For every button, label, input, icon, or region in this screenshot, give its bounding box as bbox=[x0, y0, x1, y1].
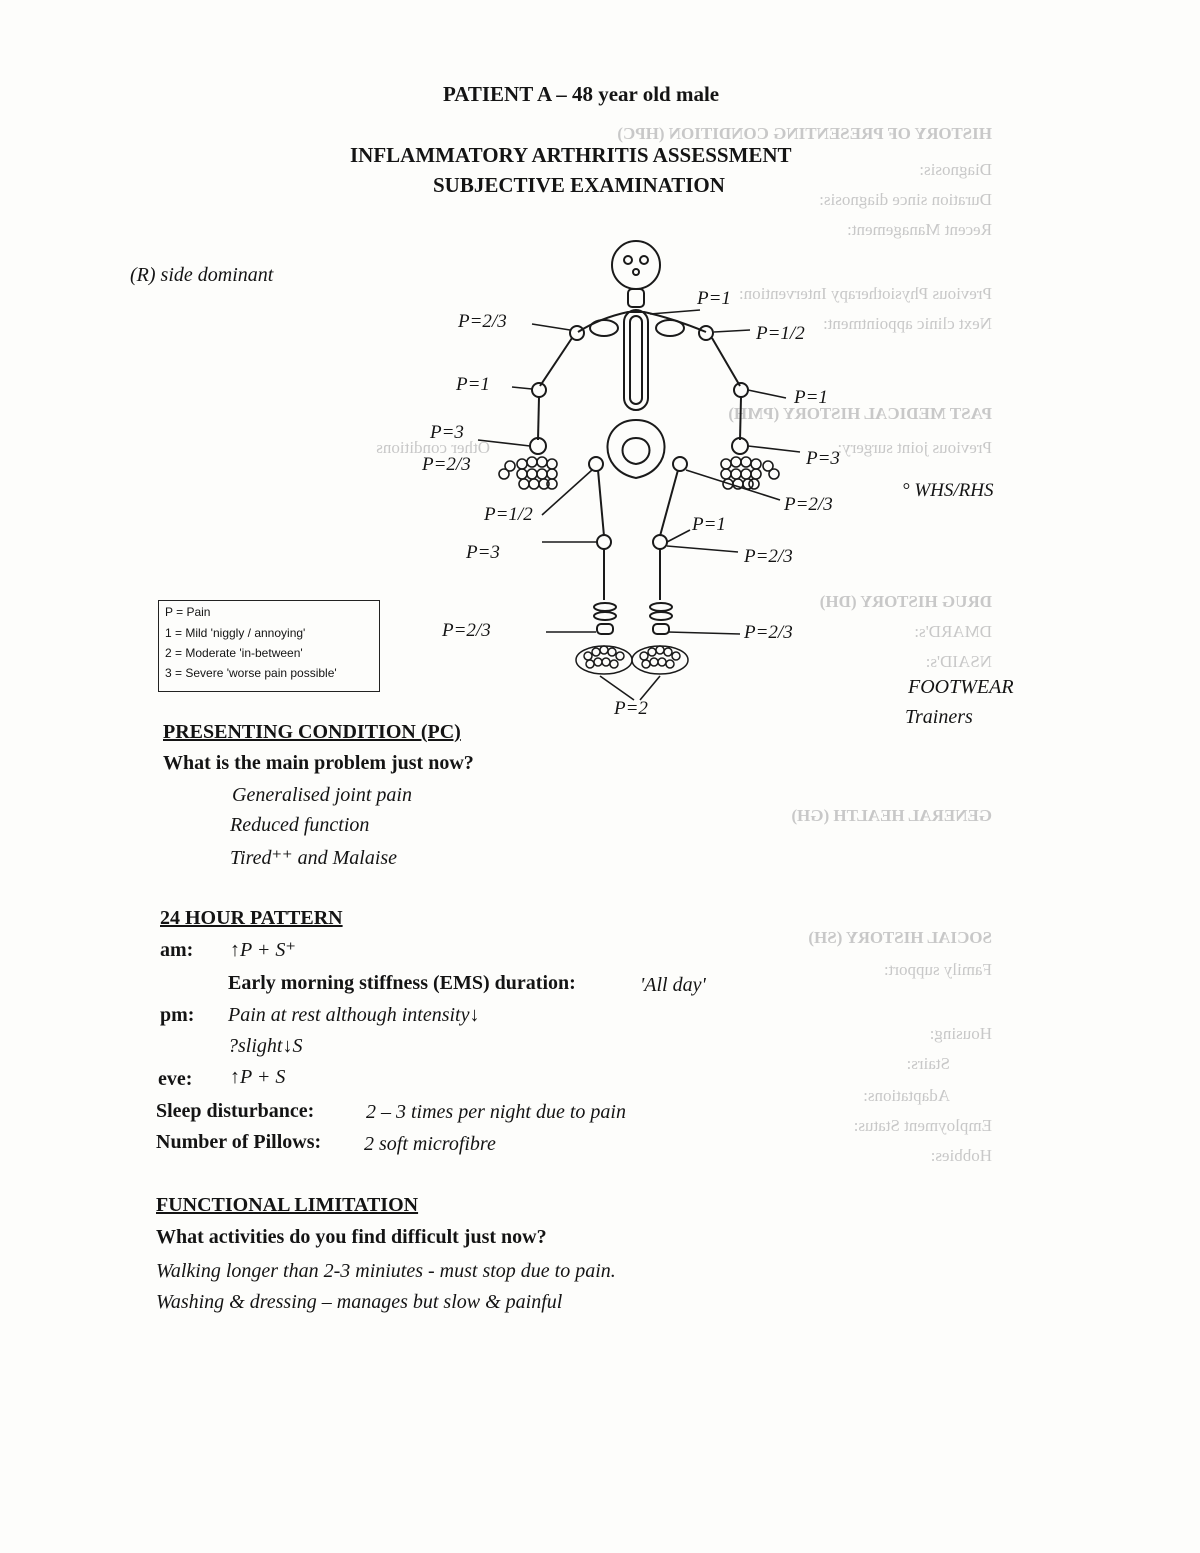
bleed-text: DRUG HISTORY (DH) bbox=[819, 592, 992, 611]
pain-label-left-shoulder: P=2/3 bbox=[458, 311, 507, 332]
bleed-text: Adaptations: bbox=[863, 1086, 950, 1105]
assessment-subtitle: SUBJECTIVE EXAMINATION bbox=[433, 173, 725, 197]
sleep-value: 2 – 3 times per night due to pain bbox=[366, 1101, 626, 1123]
pillows-label: Number of Pillows: bbox=[156, 1131, 322, 1153]
footwear-label: FOOTWEAR bbox=[908, 676, 1014, 698]
pm-label: pm: bbox=[160, 1004, 195, 1026]
functional-heading: FUNCTIONAL LIMITATION bbox=[156, 1194, 419, 1216]
ems-label: Early morning stiffness (EMS) duration: bbox=[228, 972, 576, 994]
pain-scale-legend bbox=[158, 600, 380, 692]
left-hand-joints bbox=[499, 457, 557, 489]
pain-label-right-knee-upper: P=1 bbox=[692, 514, 726, 535]
bleed-text: Other conditions bbox=[376, 438, 490, 457]
left-foot-joints bbox=[576, 646, 632, 674]
bleed-text: Hobbies: bbox=[930, 1146, 992, 1165]
footwear-value: Trainers bbox=[905, 706, 973, 728]
bleed-text: DMARD's: bbox=[914, 622, 992, 641]
right-foot-joints bbox=[632, 646, 688, 674]
legend-item: P = Pain bbox=[165, 605, 211, 619]
bleed-text: Employment Status: bbox=[853, 1116, 992, 1135]
pillows-value: 2 soft microfibre bbox=[364, 1133, 496, 1155]
bleed-text: Housing: bbox=[929, 1024, 992, 1043]
legend-item: 2 = Moderate 'in-between' bbox=[165, 646, 303, 660]
bleed-text: Recent Management: bbox=[847, 220, 992, 239]
presenting-condition-question: What is the main problem just now? bbox=[163, 752, 474, 774]
bleed-text: Family support: bbox=[883, 960, 992, 979]
bleed-text: SOCIAL HISTORY (SH) bbox=[808, 928, 992, 947]
pain-label-left-ankle: P=2/3 bbox=[442, 620, 491, 641]
legend-item: 1 = Mild 'niggly / annoying' bbox=[165, 626, 306, 640]
pain-label-right-ankle: P=2/3 bbox=[744, 622, 793, 643]
bleed-text: Previous Physiotherapy Intervention: bbox=[738, 284, 992, 303]
pain-label-left-hand: P=2/3 bbox=[422, 454, 471, 475]
patient-heading: PATIENT A – 48 year old male bbox=[443, 82, 720, 106]
head-shape bbox=[612, 241, 660, 289]
bleed-text: Previous joint surgery: bbox=[837, 438, 992, 457]
functional-answer: Walking longer than 2-3 miniutes - must stop due to pain. bbox=[156, 1260, 616, 1282]
dominance-note: (R) side dominant bbox=[130, 264, 274, 286]
bleed-text: Diagnosis: bbox=[919, 160, 992, 179]
functional-question: What activities do you find difficult just now? bbox=[156, 1226, 547, 1248]
pm-value-2: ?slight↓S bbox=[228, 1035, 303, 1057]
pain-label-right-hip: P=2/3 bbox=[784, 494, 833, 515]
bleed-text: NSAID's: bbox=[925, 652, 992, 671]
pain-label-left-knee: P=3 bbox=[466, 542, 500, 563]
pc-answer: Tired⁺⁺ and Malaise bbox=[230, 847, 398, 869]
ems-value: 'All day' bbox=[640, 974, 706, 996]
whs-rhs-note: ° WHS/RHS bbox=[902, 480, 994, 501]
eve-value: ↑P + S bbox=[230, 1066, 286, 1088]
am-value: ↑P + S⁺ bbox=[230, 939, 296, 961]
pm-value: Pain at rest although intensity↓ bbox=[228, 1004, 480, 1026]
assessment-title: INFLAMMATORY ARTHRITIS ASSESSMENT bbox=[350, 143, 792, 167]
pain-label-feet: P=2 bbox=[614, 698, 648, 719]
bleed-text: Duration since diagnosis: bbox=[819, 190, 992, 209]
bleed-text: Next clinic appointment: bbox=[822, 314, 992, 333]
functional-answer: Washing & dressing – manages but slow & painful bbox=[156, 1291, 563, 1313]
pain-label-right-knee: P=2/3 bbox=[744, 546, 793, 567]
pain-label-neck: P=1 bbox=[697, 288, 731, 309]
bleed-text: Stairs: bbox=[906, 1054, 950, 1073]
pain-label-right-elbow: P=1 bbox=[794, 387, 828, 408]
pc-answer: Generalised joint pain bbox=[232, 784, 412, 806]
bleed-text: PAST MEDICAL HISTORY (PMH) bbox=[728, 404, 992, 423]
pain-label-left-elbow: P=1 bbox=[456, 374, 490, 395]
pattern-heading: 24 HOUR PATTERN bbox=[160, 907, 343, 929]
pain-label-left-wrist: P=3 bbox=[430, 422, 464, 443]
pain-label-right-hand: P=3 bbox=[806, 448, 840, 469]
presenting-condition-heading: PRESENTING CONDITION (PC) bbox=[163, 721, 461, 743]
pain-label-right-shoulder: P=1/2 bbox=[756, 323, 805, 344]
sleep-label: Sleep disturbance: bbox=[156, 1100, 315, 1122]
bleed-text: HISTORY OF PRESENTING CONDITION (HPC) bbox=[617, 124, 992, 143]
am-label: am: bbox=[160, 939, 194, 961]
eve-label: eve: bbox=[158, 1068, 193, 1090]
legend-item: 3 = Severe 'worse pain possible' bbox=[165, 666, 337, 680]
bleed-text: GENERAL HEALTH (GH) bbox=[791, 806, 992, 825]
pain-label-left-hip: P=1/2 bbox=[484, 504, 533, 525]
pc-answer: Reduced function bbox=[230, 814, 370, 836]
